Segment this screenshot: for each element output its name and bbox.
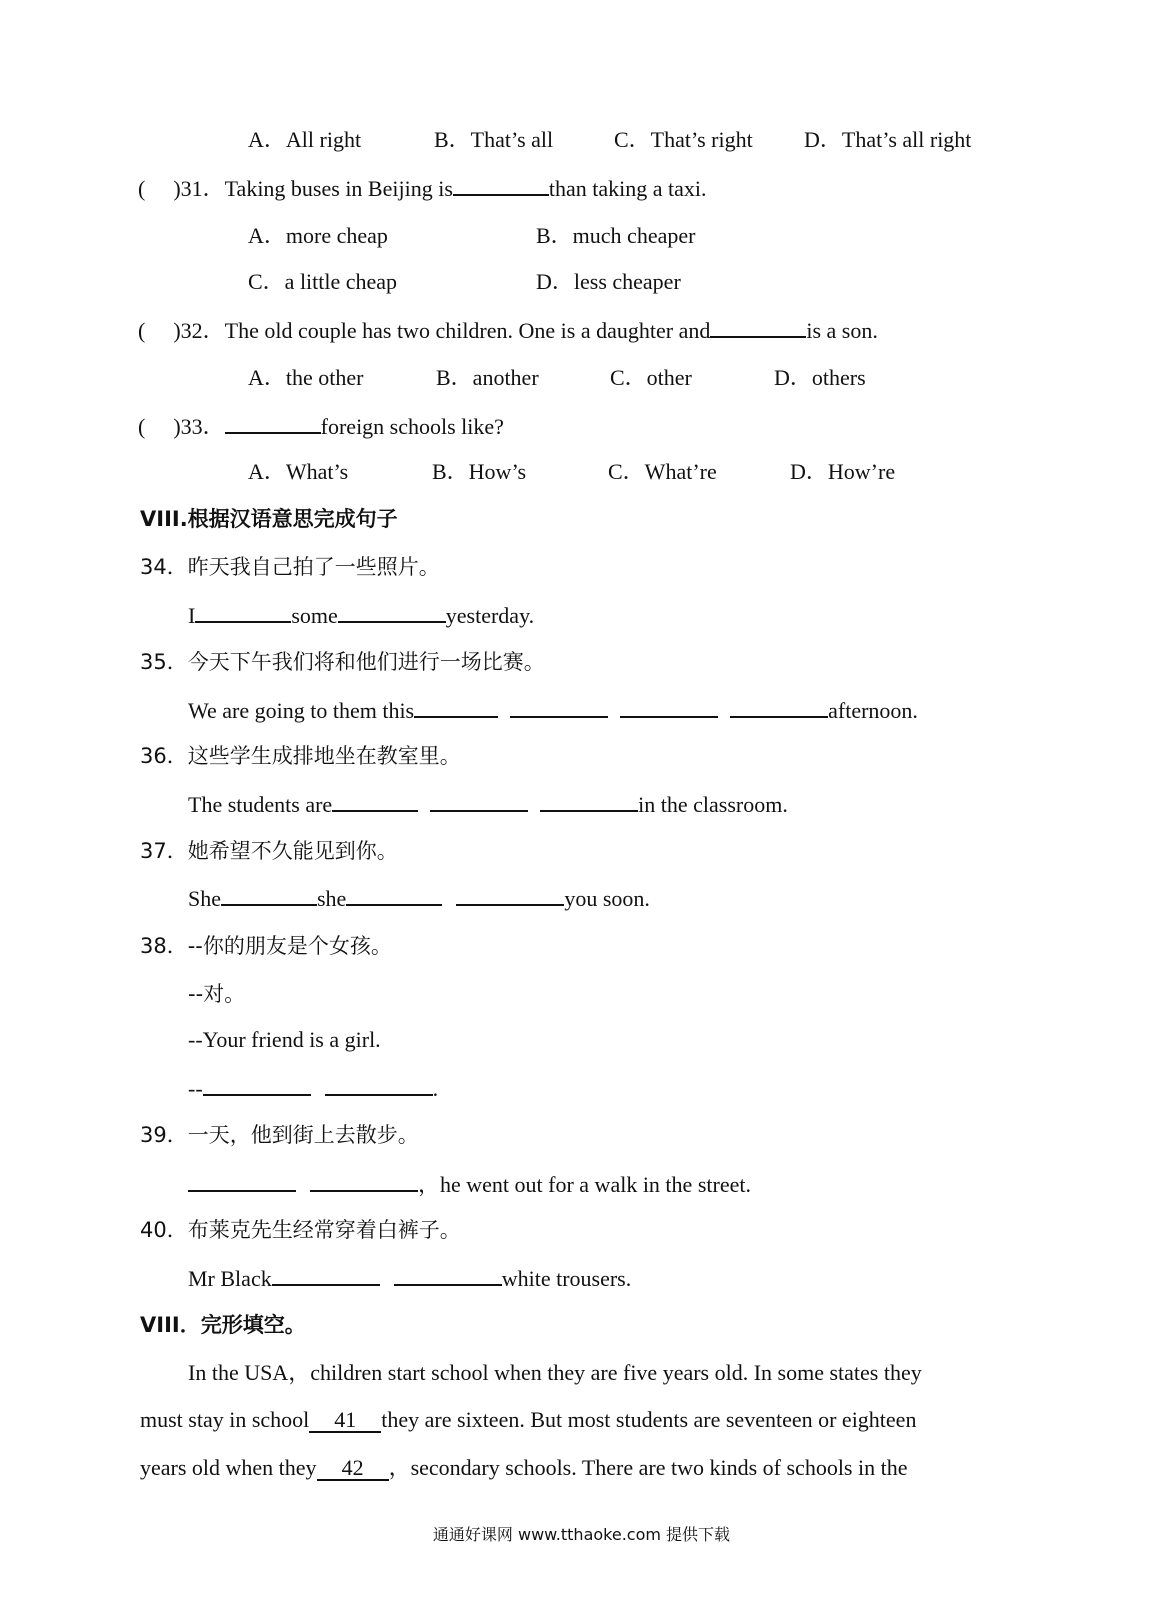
answer-blank[interactable]	[430, 790, 528, 812]
question-number: 36．	[140, 744, 188, 768]
english-text: yesterday.	[445, 603, 535, 628]
passage-line-2	[140, 1406, 916, 1434]
answer-blank[interactable]	[710, 316, 806, 338]
q31-option-d: D．less cheaper	[536, 269, 681, 294]
english-text: I	[188, 603, 196, 628]
english-text: Mr Black	[188, 1266, 272, 1291]
question-35-chinese	[140, 648, 545, 676]
answer-blank[interactable]	[272, 1264, 380, 1286]
q33-option-c: C．What’re	[608, 459, 717, 484]
question-31	[138, 174, 707, 203]
q30-option-d: D．That’s all right	[804, 127, 972, 152]
answer-blank[interactable]	[540, 790, 638, 812]
english-text: --	[188, 1076, 203, 1101]
answer-blank[interactable]	[338, 601, 446, 623]
question-38-english: --Your friend is a girl.	[188, 1027, 381, 1052]
question-number: 34．	[140, 555, 188, 579]
question-39-chinese	[140, 1121, 419, 1149]
question-number: 37．	[140, 839, 188, 863]
answer-blank[interactable]	[453, 174, 549, 196]
question-39-english	[188, 1170, 751, 1199]
question-36-english	[188, 790, 788, 819]
english-text: she	[317, 886, 347, 911]
passage-text: years old when they	[140, 1455, 317, 1480]
question-number: 40．	[140, 1218, 188, 1242]
question-40-english	[188, 1264, 631, 1293]
q33-option-b: B．How’s	[432, 459, 527, 484]
chinese-sentence: 昨天我自己拍了一些照片。	[187, 555, 440, 579]
question-text: The old couple has two children. One is a daughter and	[224, 318, 711, 343]
q30-option-c: C．That’s right	[614, 127, 753, 152]
question-36-chinese	[140, 742, 461, 770]
question-35-english	[188, 696, 918, 725]
question-text-after: than taking a taxi.	[548, 176, 707, 201]
q33-option-a: A．What’s	[248, 459, 349, 484]
question-33	[138, 412, 504, 441]
cloze-blank-41[interactable]: 41	[309, 1409, 381, 1433]
question-40-chinese	[140, 1216, 461, 1244]
answer-blank[interactable]	[310, 1170, 418, 1192]
cloze-blank-42[interactable]: 42	[317, 1457, 389, 1481]
question-number: )33．	[173, 414, 225, 439]
chinese-sentence: 一天，他到街上去散步。	[187, 1123, 419, 1147]
question-37-english	[188, 884, 650, 913]
q31-option-c: C．a little cheap	[248, 269, 398, 294]
question-38-chinese	[140, 932, 392, 960]
question-38-chinese-reply: --对。	[188, 982, 246, 1006]
passage-text: they are sixteen. But most students are seventeen or eighteen	[381, 1407, 917, 1432]
english-text: in the classroom.	[638, 792, 788, 817]
question-34-chinese	[140, 553, 440, 581]
q31-option-a: A．more cheap	[248, 223, 388, 248]
answer-paren-open: (	[138, 414, 146, 439]
english-text: ，he went out for a walk in the street.	[418, 1172, 751, 1197]
passage-line-1: In the USA，children start school when they are five years old. In some states they	[188, 1360, 922, 1385]
answer-blank[interactable]	[510, 696, 608, 718]
answer-paren-open: (	[138, 176, 146, 201]
question-34-english	[188, 601, 534, 630]
answer-blank[interactable]	[414, 696, 498, 718]
answer-blank[interactable]	[203, 1074, 311, 1096]
chinese-sentence: 今天下午我们将和他们进行一场比赛。	[187, 650, 545, 674]
q30-option-b: B．That’s all	[434, 127, 554, 152]
question-text-after: foreign schools like?	[320, 414, 504, 439]
question-number: 38．	[140, 934, 188, 958]
answer-blank[interactable]	[394, 1264, 502, 1286]
chinese-sentence: 这些学生成排地坐在教室里。	[187, 744, 461, 768]
section-title-translation: VIII.根据汉语意思完成句子	[140, 507, 398, 531]
english-text: We are going to them this	[188, 698, 415, 723]
q33-option-d: D．How’re	[790, 459, 896, 484]
chinese-sentence: 她希望不久能见到你。	[187, 839, 398, 863]
answer-blank[interactable]	[188, 1170, 296, 1192]
question-number: 39．	[140, 1123, 188, 1147]
chinese-sentence: --你的朋友是个女孩。	[187, 934, 392, 958]
question-number: )32．	[173, 318, 225, 343]
q30-option-a: A．All right	[248, 127, 362, 152]
question-38-english-reply	[188, 1074, 438, 1103]
english-text: some	[291, 603, 338, 628]
answer-paren-open: (	[138, 318, 146, 343]
q32-option-c: C．other	[610, 365, 692, 390]
english-text: She	[188, 886, 221, 911]
answer-blank[interactable]	[332, 790, 418, 812]
answer-blank[interactable]	[221, 884, 317, 906]
section-title-cloze: VIII．完形填空。	[140, 1313, 306, 1337]
passage-line-3	[140, 1454, 908, 1482]
question-number: 35．	[140, 650, 188, 674]
q31-option-b: B．much cheaper	[536, 223, 696, 248]
question-text-after: is a son.	[806, 318, 878, 343]
answer-blank[interactable]	[620, 696, 718, 718]
english-text: you soon.	[564, 886, 650, 911]
answer-blank[interactable]	[325, 1074, 433, 1096]
question-37-chinese	[140, 837, 398, 865]
english-text: afternoon.	[828, 698, 918, 723]
passage-text: must stay in school	[140, 1407, 310, 1432]
question-text: Taking buses in Beijing is	[224, 176, 453, 201]
q32-option-d: D．others	[774, 365, 866, 390]
english-text: white trousers.	[501, 1266, 632, 1291]
question-32	[138, 316, 878, 345]
answer-blank[interactable]	[456, 884, 564, 906]
english-text: The students are	[188, 792, 333, 817]
q32-option-b: B．another	[436, 365, 539, 390]
page-footer: 通通好课网 www.tthaoke.com 提供下载	[432, 1525, 731, 1544]
question-number: )31．	[173, 176, 225, 201]
passage-text: ，secondary schools. There are two kinds of schools in the	[388, 1455, 908, 1480]
q32-option-a: A．the other	[248, 365, 364, 390]
answer-blank[interactable]	[730, 696, 828, 718]
chinese-sentence: 布莱克先生经常穿着白裤子。	[187, 1218, 461, 1242]
answer-blank[interactable]	[195, 601, 291, 623]
english-text: .	[432, 1076, 439, 1101]
answer-blank[interactable]	[346, 884, 442, 906]
answer-blank[interactable]	[225, 412, 321, 434]
